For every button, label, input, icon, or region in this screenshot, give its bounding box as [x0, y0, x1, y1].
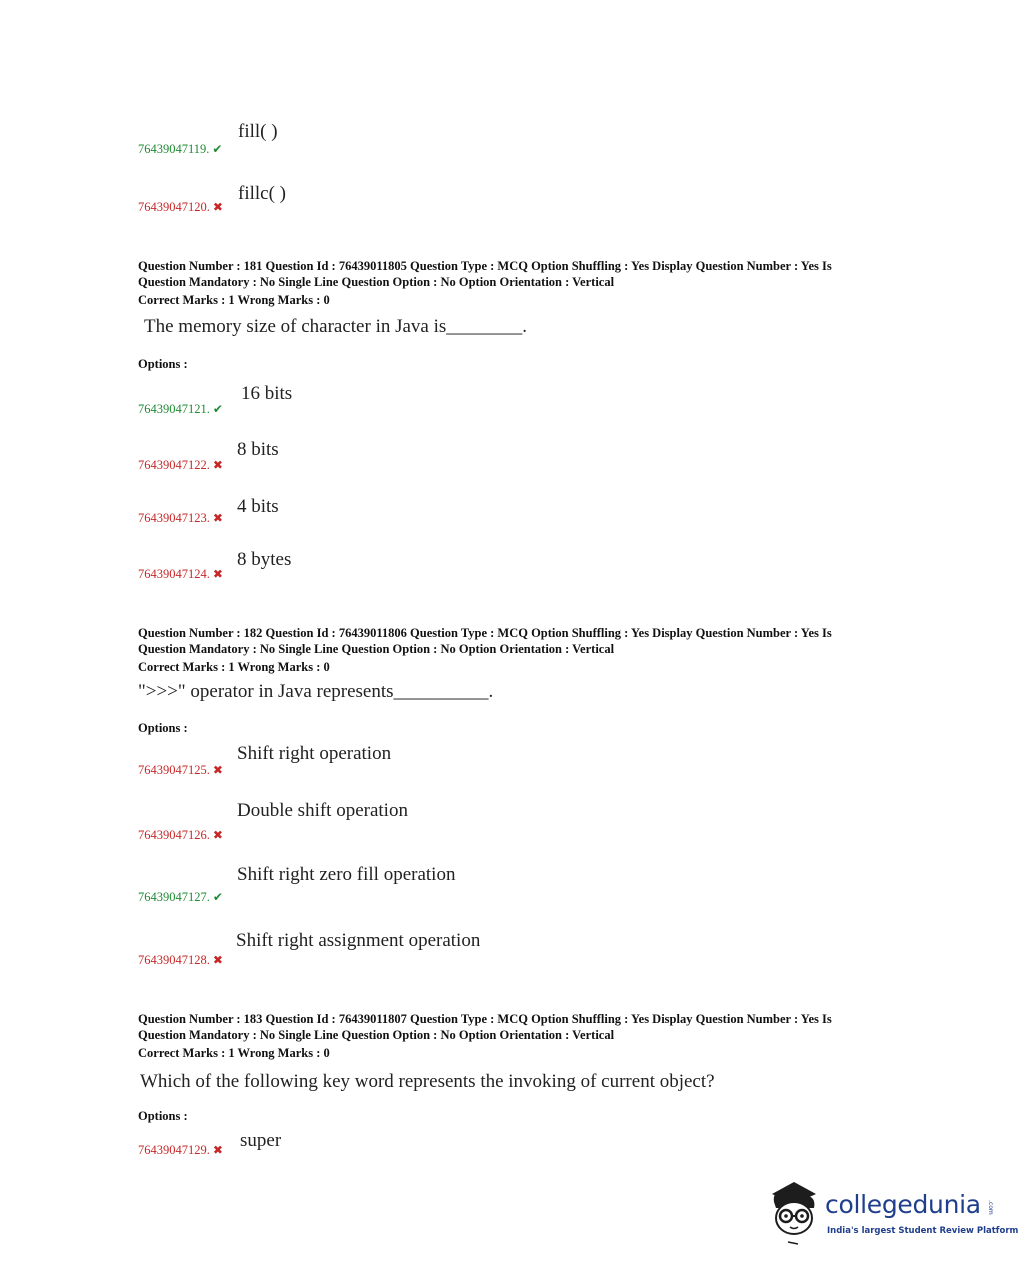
options-label: Options :: [138, 1109, 188, 1123]
option-text: Shift right operation: [237, 743, 392, 764]
mascot-icon: [768, 1178, 824, 1248]
option-id: 76439047127. ✔: [138, 890, 223, 904]
option-id: 76439047120. ✖: [138, 200, 223, 214]
option-text: 8 bytes: [237, 549, 292, 570]
cross-icon: ✖: [212, 567, 223, 581]
check-icon: ✔: [212, 402, 223, 416]
option-text: super: [240, 1130, 282, 1151]
option-text: Double shift operation: [237, 800, 408, 821]
question-meta: Question Number : 181 Question Id : 76439011805 Question Type : MCQ Option Shuffling : Yes Display Question Number : Yes Is Question Mandatory : No Single Line Question Option : No Option Orientation : Vertical Correct Marks : 1 Wrong Marks : 0: [138, 259, 832, 307]
question-text: Which of the following key word represents the invoking of current object?: [140, 1071, 715, 1092]
question-meta: Question Number : 183 Question Id : 76439011807 Question Type : MCQ Option Shuffling : Yes Display Question Number : Yes Is Question Mandatory : No Single Line Question Option : No Option Orientation : Vertical Correct Marks : 1 Wrong Marks : 0: [138, 1012, 832, 1060]
logo-tagline: India's largest Student Review Platform: [827, 1226, 1019, 1236]
option-id: 76439047129. ✖: [138, 1143, 223, 1157]
check-icon: ✔: [212, 890, 223, 904]
option-id: 76439047122. ✖: [138, 458, 223, 472]
option-id: 76439047124. ✖: [138, 567, 223, 581]
check-icon: ✔: [212, 142, 223, 156]
cross-icon: ✖: [212, 763, 223, 777]
cross-icon: ✖: [212, 511, 223, 525]
option-id: 76439047126. ✖: [138, 828, 223, 842]
options-label: Options :: [138, 357, 188, 371]
question-text: ">>>" operator in Java represents__________.: [138, 681, 494, 702]
option-id: 76439047125. ✖: [138, 763, 223, 777]
option-text: 4 bits: [237, 496, 279, 517]
option-text: Shift right assignment operation: [236, 930, 481, 951]
cross-icon: ✖: [212, 200, 223, 214]
question-meta: Question Number : 182 Question Id : 76439011806 Question Type : MCQ Option Shuffling : Yes Display Question Number : Yes Is Question Mandatory : No Single Line Question Option : No Option Orientation : Vertical Correct Marks : 1 Wrong Marks : 0: [138, 626, 832, 674]
cross-icon: ✖: [212, 828, 223, 842]
option-text: fillc( ): [238, 183, 287, 204]
logo-com: .com: [987, 1200, 994, 1215]
option-id: 76439047119. ✔: [138, 142, 223, 156]
option-text: fill( ): [238, 121, 278, 142]
options-label: Options :: [138, 721, 188, 735]
collegedunia-logo: [768, 1178, 1019, 1248]
option-text: 8 bits: [237, 439, 279, 460]
cross-icon: ✖: [212, 1143, 223, 1157]
option-id: 76439047123. ✖: [138, 511, 223, 525]
option-text: Shift right zero fill operation: [237, 864, 456, 885]
question-text: The memory size of character in Java is________.: [144, 316, 528, 337]
cross-icon: ✖: [212, 953, 223, 967]
option-text: 16 bits: [241, 383, 293, 404]
logo-wordmark: collegedunia: [825, 1190, 981, 1219]
option-id: 76439047121. ✔: [138, 402, 223, 416]
option-id: 76439047128. ✖: [138, 953, 223, 967]
cross-icon: ✖: [212, 458, 223, 472]
